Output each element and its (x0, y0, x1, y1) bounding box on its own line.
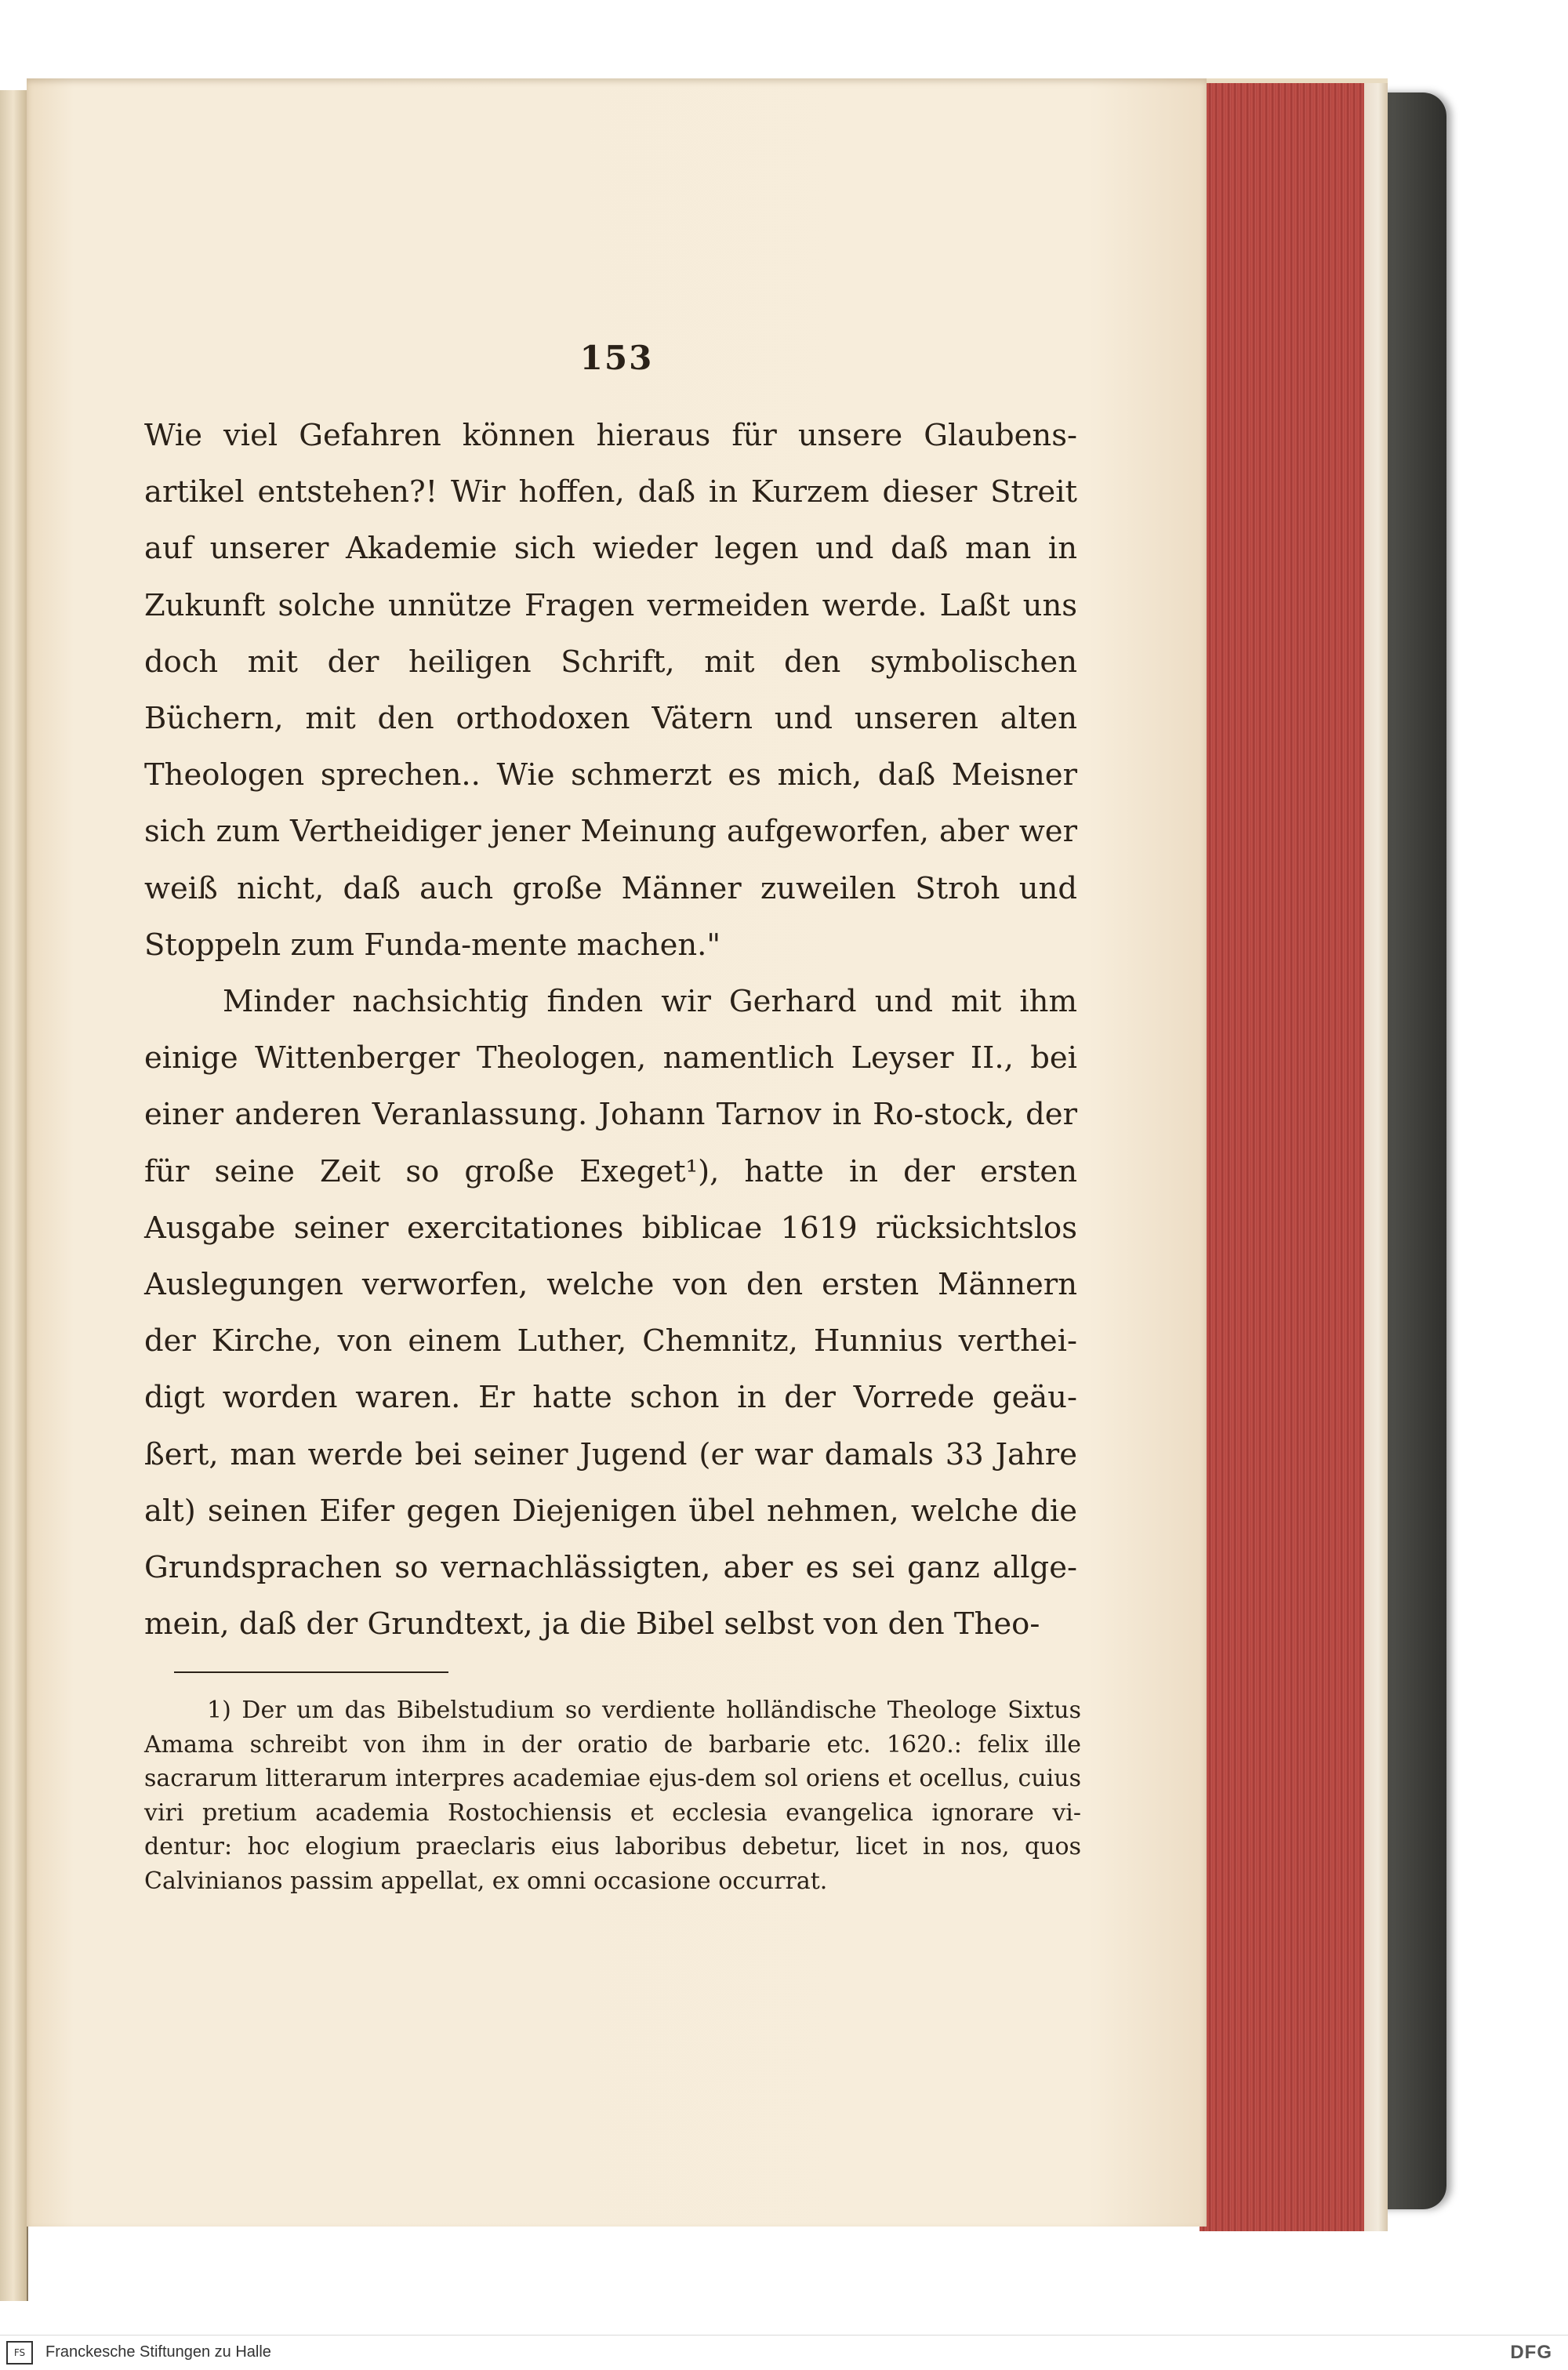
page-block-edge (1200, 78, 1388, 2231)
paragraph-2: Minder nachsichtig finden wir Gerhard und mit ihm einige Wittenberger Theologen, namentlich Leyser II., bei einer anderen Veranlassung. Johann Tarnov in Ro-stock, der für seine Zeit so große Exeget¹), hatte in der ersten Ausgabe seiner exercitationes biblicae 1619 rücksichtslos Auslegungen verworfen, welche von den ersten Männern der Kirche, von einem Luther, Chemnitz, Hunnius verthei-digt worden waren. Er hatte schon in der Vorrede geäu-ßert, man werde bei seiner Jugend (er war damals 33 Jahre alt) seinen Eifer gegen Diejenigen übel nehmen, welche die Grundsprachen so vernachlässigten, aber es sei ganz allge-mein, daß der Grundtext, ja die Bibel selbst von den Theo- (144, 984, 1077, 1642)
book-page (27, 78, 1207, 2227)
footnotes (144, 1693, 1081, 1898)
footnote-divider (174, 1671, 448, 1673)
attribution-bar (0, 2335, 1568, 2370)
footnote-1: 1) Der um das Bibelstudium so verdiente holländische Theologe Sixtus Amama schreibt von ihm in der oratio de barbarie etc. 1620.: felix ille sacrarum litterarum interpres academiae ejus-dem sol oriens et ocellus, cuius viri pretium academia Rostochiensis et ecclesia evangelica ignorare vi-dentur: hoc elogium praeclaris eius laboribus debetur, licet in nos, quos Calvinianos passim appellat, ex omni occasione occurrat. (144, 1697, 1081, 1895)
dfg-logo: DFG (1510, 2342, 1552, 2363)
body-text (144, 408, 1077, 1653)
paragraph-1: Wie viel Gefahren können hieraus für unsere Glaubens-artikel entstehen?! Wir hoffen, daß in Kurzem dieser Streit auf unserer Akademie sich wieder legen und daß man in Zukunft solche unnütze Fragen vermeiden werde. Laßt uns doch mit der heiligen Schrift, mit den symbolischen Büchern, mit den orthodoxen Vätern und unseren alten Theologen sprechen.. Wie schmerzt es mich, daß Meisner sich zum Vertheidiger jener Meinung aufgeworfen, aber wer weiß nicht, daß auch große Männer zuweilen Stroh und Stoppeln zum Funda-mente machen." (144, 418, 1077, 963)
previous-page-edge (0, 90, 28, 2301)
page-number: 153 (579, 339, 654, 377)
institution-logo-icon: FS (6, 2341, 33, 2365)
institution-credit: Franckesche Stiftungen zu Halle (45, 2343, 271, 2361)
